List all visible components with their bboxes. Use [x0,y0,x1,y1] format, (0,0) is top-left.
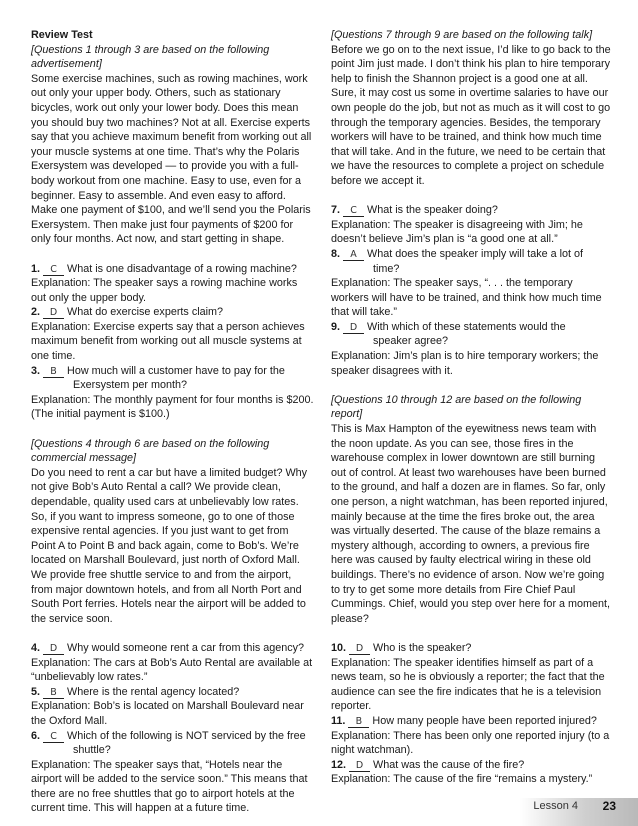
intro-questions-7-9: [Questions 7 through 9 are based on the following talk] [331,29,593,41]
explanation-3: Explanation: The monthly payment for four months is $200. (The initial payment is $100.) [31,393,314,421]
answer-mark: D [349,760,370,772]
left-column [31,28,314,816]
answer-mark: B [43,687,64,699]
answer-mark: D [343,322,364,334]
answer-mark: B [43,366,64,378]
passage-commercial: Do you need to rent a car but have a limited budget? Why not give Bob’s Auto Rental a call? We provide clean, dependable, quality used cars at unbelievably low rates. So, if you want to impress someone, go to one of those expensive rental agencies. If you just want to get from Point A to Point B and back again, come to Bob’s. We’re located on Marshall Boulevard, just north of Oxford Mall. We provide free shuttle service to and from the airport, from major downtown hotels, and from all North Port and South Port ferries. Hotels near the airport will be added to the service soon. [31,466,308,625]
question-4: 4. D Why would someone rent a car from this agency? [31,641,305,654]
intro-questions-1-3: [Questions 1 through 3 are based on the following advertisement] [31,43,270,71]
question-2: 2. D What do exercise experts claim? [31,306,224,319]
question-3: 3. B How much will a customer have to pay for the Exersystem per month? [31,364,285,392]
explanation-5: Explanation: Bob’s is located on Marshall Boulevard near the Oxford Mall. [31,700,304,727]
explanation-4: Explanation: The cars at Bob’s Auto Rental are available at “unbelievably low rates.” [31,656,313,684]
answer-mark: D [349,643,370,655]
answer-mark: B [348,716,369,728]
answer-mark: C [343,205,364,217]
question-12: 12. D What was the cause of the fire? [331,758,525,771]
question-6: 6. C Which of the following is NOT serviced by the free shuttle? [31,729,306,757]
review-test-title: Review Test [31,29,93,41]
explanation-8: Explanation: The speaker says, “. . . the temporary workers will have to be trained, and think how much time that will take.” [331,277,602,319]
question-1: 1. C What is one disadvantage of a rowing machine? [31,262,297,275]
passage-report: This is Max Hampton of the eyewitness news team with the noon update. As you can see, those fires in the warehouse complex in lower downtown are still burning out of control. At least two warehouses have been burned to the ground, and half a dozen are in flames. So far, only one person, a night watchman, has been reported injured, mainly because at the time the fires broke out, the area was virtually deserted. The cause of the blaze remains a mystery although, according to owners, a previous fire here was caused by faulty electrical wiring in these old buildings. There’s no evidence of arson. Now we’re going to try to get some more details from Fire Chief Paul Cummings. Chief, would you step over here for a moment, please? [331,423,611,625]
explanation-9: Explanation: Jim’s plan is to hire temporary workers; the speaker disagrees with it. [331,350,599,377]
question-8: 8. A What does the speaker imply will take a lot of time? [331,247,584,275]
question-7: 7. C What is the speaker doing? [331,204,498,217]
answer-mark: C [43,264,64,276]
footer-lesson: Lesson 4 [533,800,578,812]
passage-advertisement: Some exercise machines, such as rowing machines, work out only your upper body. Others, such as stationary bicycles, work out only your lower body. Does this mean you should buy two machines? Not at all. Exercise experts say that you achieve maximum benefit from working out all your muscle systems at one time. That’s why the Polaris Exersystem was developed — to provide you with a full-body workout from one machine. Easy to use, even for a beginner. Easy to assemble. And even easy to afford. Make one payment of $100, and we’ll send you the Polaris Exersystem. Then make just four payments of $200 for only four months. Act now, and start getting in shape. [31,72,312,246]
intro-questions-4-6: [Questions 4 through 6 are based on the following commercial message] [31,437,270,465]
explanation-6: Explanation: The speaker says that, “Hotels near the airport will be added to the service soon.” This means that there are no free shuttles that go to airport hotels at the current time. This will happen at a future time. [31,758,308,815]
intro-questions-10-12: [Questions 10 through 12 are based on the following report] [331,393,582,421]
explanation-10: Explanation: The speaker identifies himself as part of a news team, so he is obviously a reporter; the fact that the audience can see the fire indicates that he is a television reporter. [331,656,605,713]
answer-mark: A [343,249,364,261]
page-number: 23 [602,799,616,813]
explanation-1: Explanation: The speaker says a rowing machine works out only the upper body. [31,277,298,304]
passage-talk: Before we go on to the next issue, I’d like to go back to the point Jim just made. I don’t think his plan to hire temporary help to finish the Shannon project is a good one at all. Sure, it may cost us some in overtime salaries to have our own people do the job, but not as much as it will cost to go through the temporary agencies. Besides, the temporary workers will have to be trained, and think how much time that will take. And in the future, we need to be certain that we have the resources to complete a project on schedule before we accept it. [331,43,611,187]
answer-mark: D [43,307,64,319]
answer-mark: D [43,643,64,655]
question-10: 10. D Who is the speaker? [331,641,472,654]
explanation-11: Explanation: There has been only one reported injury (to a night watchman). [331,729,610,757]
question-11: 11. B How many people have been reported injured? [331,714,597,727]
question-5: 5. B Where is the rental agency located? [31,685,240,698]
question-9: 9. D With which of these statements would the speaker agree? [331,320,566,348]
explanation-2: Explanation: Exercise experts say that a person achieves maximum benefit from working out all muscle systems at one time. [31,320,305,363]
right-column [331,28,612,787]
explanation-7: Explanation: The speaker is disagreeing with Jim; he doesn’t believe Jim’s plan is “a good one at all.” [331,218,583,246]
answer-mark: C [43,731,64,743]
explanation-12: Explanation: The cause of the fire “remains a mystery.” [331,773,593,786]
